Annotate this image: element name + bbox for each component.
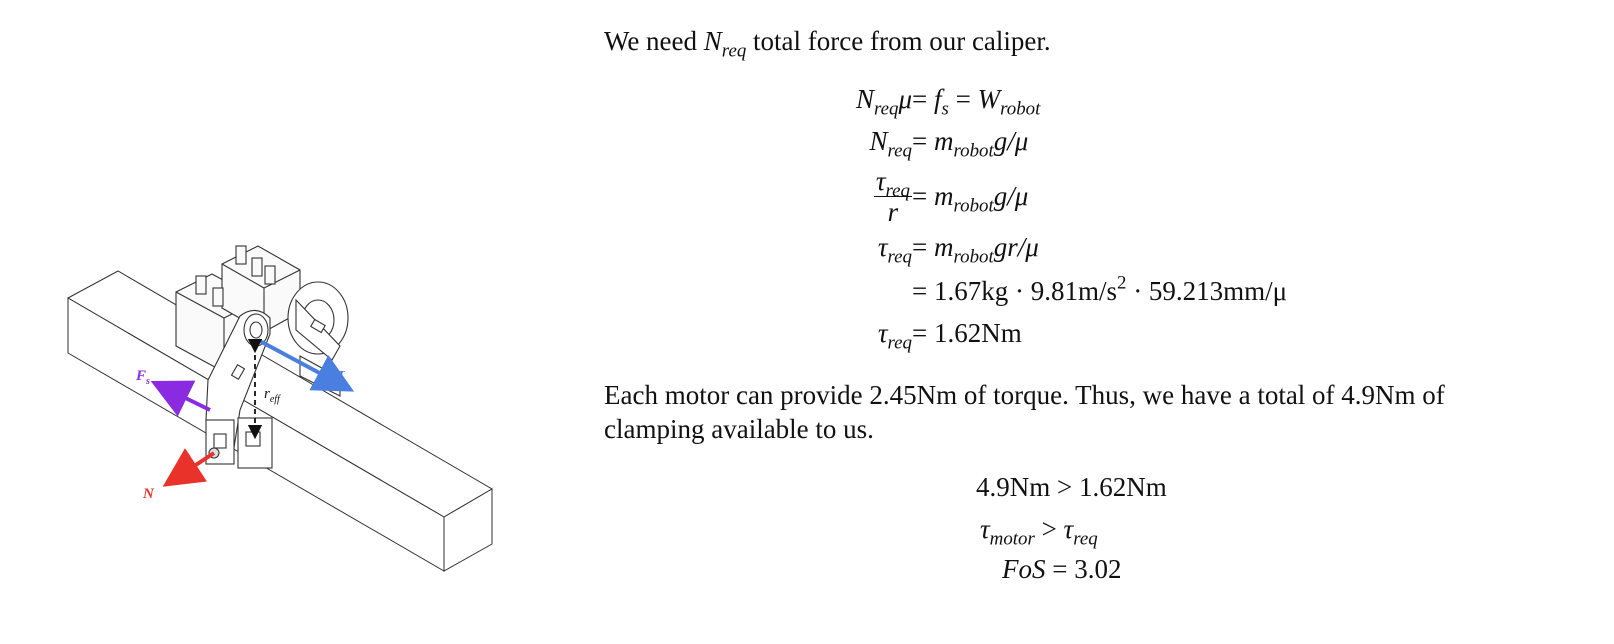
motor-paragraph-line-2: clamping available to us. xyxy=(604,414,874,444)
radius-label: $r_{eff}$ xyxy=(264,386,280,405)
fraction: $\frac{\tau_{req}}{r}$ xyxy=(875,166,910,227)
motor-paragraph-line-1: Each motor can provide 2.45Nm of torque. Thus, we have a total of 4.9Nm of xyxy=(604,380,1445,410)
servo-horn xyxy=(288,282,348,360)
friction-label: $F_s$ xyxy=(136,368,150,387)
motor-paragraph xyxy=(604,378,1604,446)
caliper-diagram xyxy=(0,0,600,644)
normal-arrow xyxy=(176,453,214,478)
torque-label: τ xyxy=(338,366,345,382)
intro-paragraph: We need $N_{req}$ total force from our caliper. xyxy=(604,26,1051,62)
normal-label: N xyxy=(143,486,154,502)
